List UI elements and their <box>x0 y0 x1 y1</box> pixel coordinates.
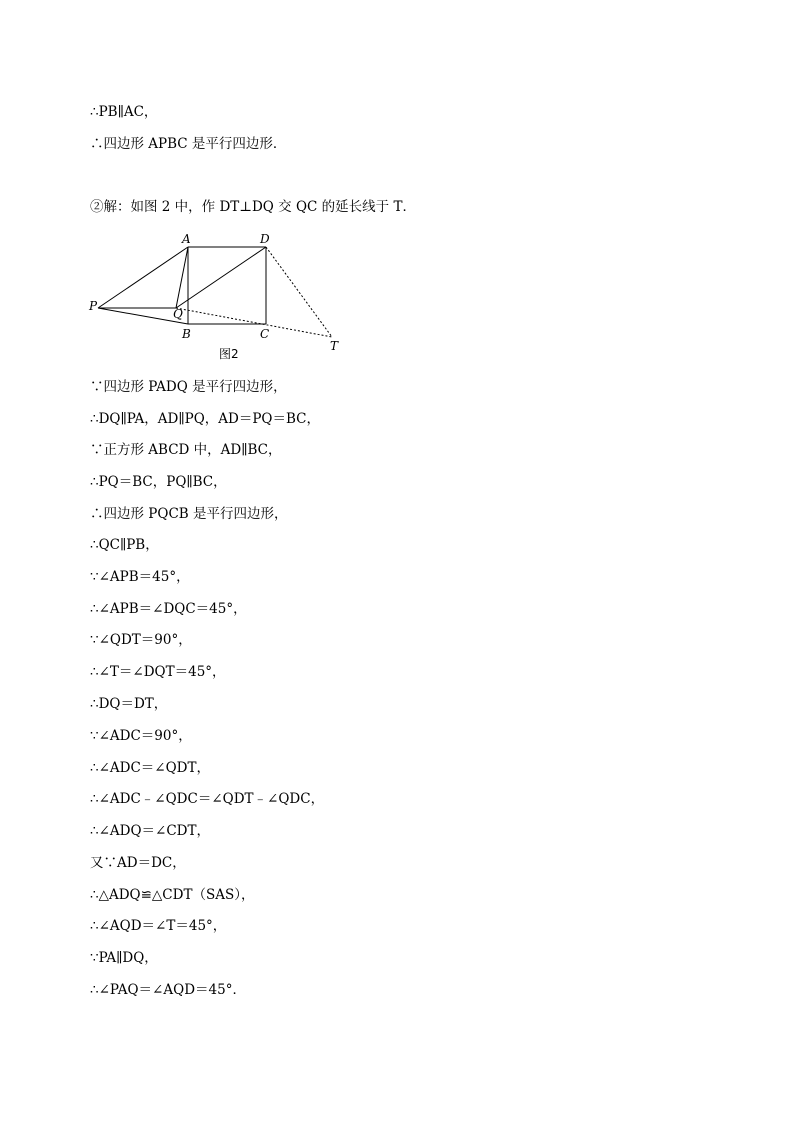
line-19: 又∵AD＝DC， <box>90 855 186 871</box>
line-23: ∴∠PAQ＝∠AQD＝45°． <box>90 982 246 998</box>
line-17: ∴∠ADC﹣∠QDC＝∠QDT﹣∠QDC， <box>90 791 325 807</box>
label-Q: Q <box>173 307 183 321</box>
line-4: ∵四边形 PADQ 是平行四边形， <box>90 379 287 395</box>
figure-caption: 图2 <box>219 347 239 361</box>
segment-QT <box>176 308 332 337</box>
line-13: ∴∠T＝∠DQT＝45°， <box>90 664 226 680</box>
line-5: ∴DQ∥PA，AD∥PQ，AD＝PQ＝BC， <box>90 411 320 427</box>
segment-PA <box>98 247 188 308</box>
label-P: P <box>89 299 98 313</box>
line-9: ∴QC∥PB， <box>90 537 159 553</box>
segment-QD <box>176 247 266 308</box>
line-10: ∵∠APB＝45°， <box>90 569 190 585</box>
label-A: A <box>182 232 191 246</box>
line-12: ∵∠QDT＝90°， <box>90 632 192 648</box>
segment-DT <box>266 247 332 337</box>
line-14: ∴DQ＝DT， <box>90 696 168 712</box>
line-8: ∴四边形 PQCB 是平行四边形， <box>90 506 288 522</box>
line-20: ∴△ADQ≌△CDT（SAS）， <box>90 887 255 903</box>
line-22: ∵PA∥DQ， <box>90 950 158 966</box>
line-18: ∴∠ADQ＝∠CDT， <box>90 823 211 839</box>
line-1: ∴PB∥AC， <box>90 104 158 120</box>
line-11: ∴∠APB＝∠DQC＝45°， <box>90 601 247 617</box>
label-D: D <box>260 232 270 246</box>
line-16: ∴∠ADC＝∠QDT， <box>90 760 211 776</box>
label-C: C <box>260 327 270 341</box>
line-6: ∵正方形 ABCD 中，AD∥BC， <box>90 442 282 458</box>
segment-AQ <box>176 247 188 308</box>
figure-svg <box>88 230 358 362</box>
label-T: T <box>330 339 339 353</box>
line-7: ∴PQ＝BC，PQ∥BC， <box>90 474 227 490</box>
line-2: ∴四边形 APBC 是平行四边形． <box>90 136 287 152</box>
line-15: ∵∠ADC＝90°， <box>90 728 192 744</box>
line-21: ∴∠AQD＝∠T＝45°， <box>90 918 227 934</box>
label-B: B <box>182 327 191 341</box>
geometry-figure <box>88 230 358 362</box>
line-3: ②解：如图 2 中，作 DT⊥DQ 交 QC 的延长线于 T． <box>90 199 416 215</box>
